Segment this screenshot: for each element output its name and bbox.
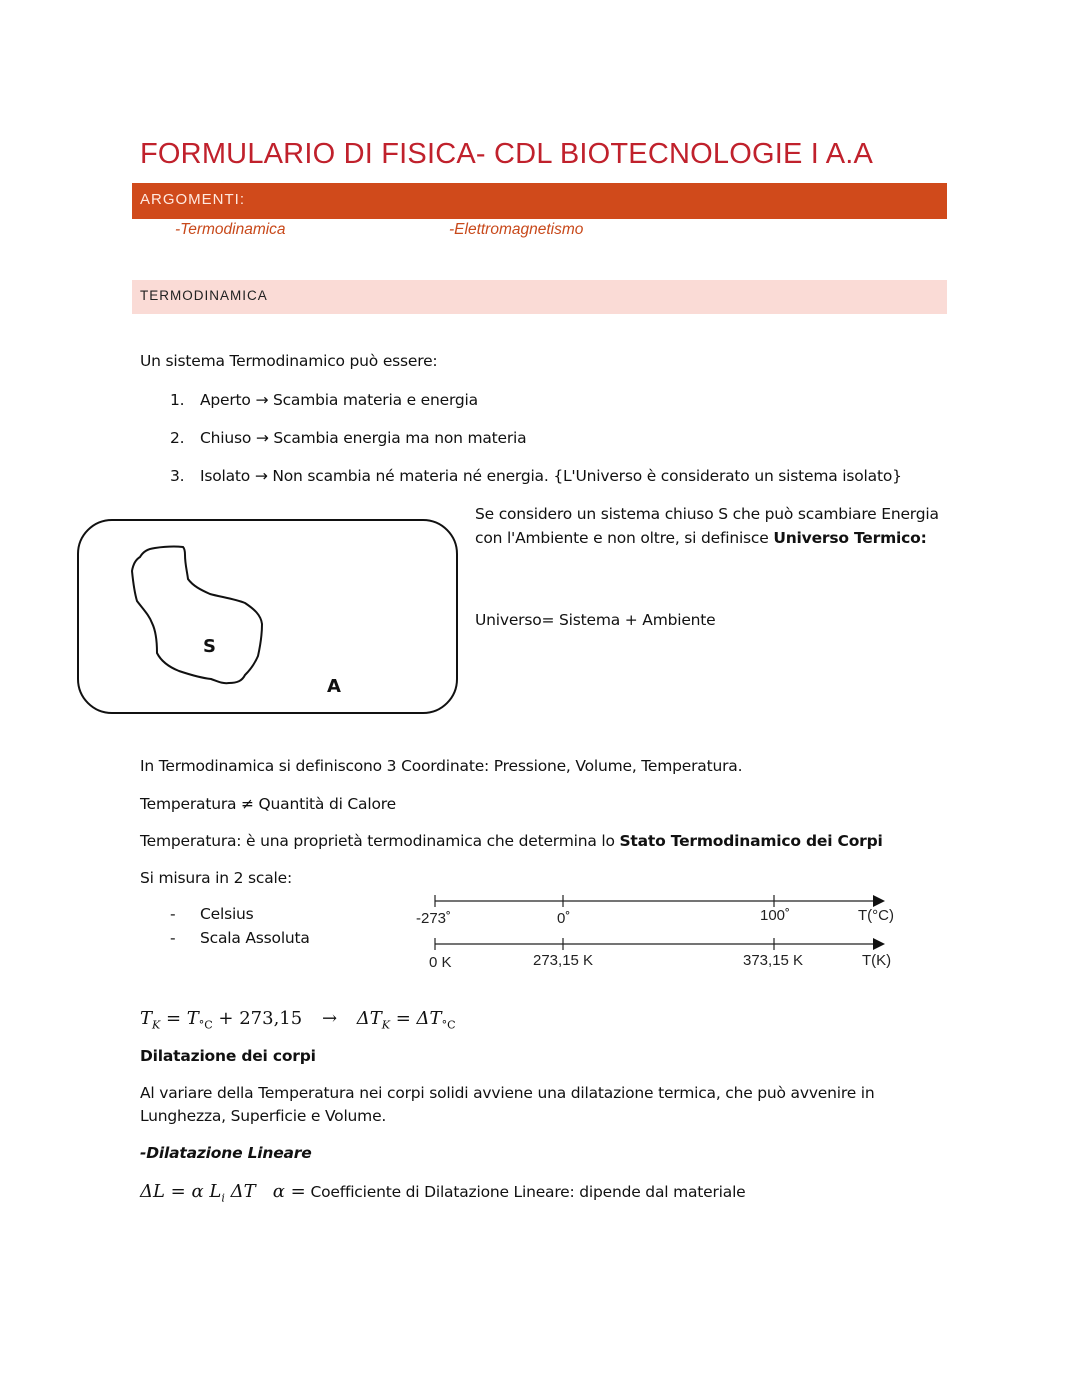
system-label: S: [203, 636, 216, 657]
scale-text: Scala Assoluta: [200, 929, 310, 947]
formula-sub: K: [152, 1018, 161, 1032]
formula-sub: i: [221, 1191, 225, 1205]
system-blob-icon: [132, 547, 262, 684]
dilatazione-body-line1: Al variare della Temperatura nei corpi solidi avviene una dilatazione termica, che può avvenire in: [140, 1084, 875, 1102]
list-text: Chiuso → Scambia energia ma non materia: [200, 429, 527, 447]
argomenti-label: ARGOMENTI:: [140, 191, 246, 208]
section-header-termodinamica: [132, 280, 947, 314]
celsius-tick: 100˚: [760, 907, 791, 924]
formula-part: T: [186, 1008, 199, 1029]
alpha-symbol: α =: [272, 1181, 306, 1202]
argomenti-header-bar: [132, 183, 947, 219]
celsius-unit: T(°C): [858, 907, 894, 924]
scale-item-absolute: [170, 929, 310, 947]
coordinates-text: In Termodinamica si definiscono 3 Coordinate: Pressione, Volume, Temperatura.: [140, 757, 743, 775]
dilatazione-body-line2: Lunghezza, Superficie e Volume.: [140, 1107, 387, 1125]
list-number: 2.: [170, 429, 185, 447]
kelvin-tick: 273,15 K: [533, 952, 594, 969]
list-text: Aperto → Scambia materia e energia: [200, 391, 478, 409]
arrow-icon: →: [321, 1008, 338, 1029]
formula-part: ΔT: [416, 1008, 442, 1029]
scales-intro: Si misura in 2 scale:: [140, 869, 292, 887]
universe-lead: Se considero un sistema chiuso S che può scambiare Energia con l'Ambiente e non oltre, si definisce: [475, 505, 939, 547]
system-environment-diagram: [77, 519, 458, 714]
temperature-scales-diagram: [405, 890, 915, 980]
formula-part: ΔL = α L: [140, 1181, 222, 1202]
kelvin-unit: T(K): [862, 952, 892, 969]
universe-bold: Universo Termico:: [773, 528, 927, 547]
formula-part: ΔT: [356, 1008, 382, 1029]
temperature-definition: [140, 832, 883, 850]
celsius-tick: 0˚: [557, 910, 571, 927]
dilatazione-heading: Dilatazione dei corpi: [140, 1047, 316, 1065]
formula-part: ΔT: [224, 1181, 256, 1202]
celsius-axis-arrow-icon: [873, 895, 885, 907]
formula-part: + 273,15: [212, 1008, 303, 1029]
section-label: TERMODINAMICA: [140, 288, 268, 303]
topic-elettromagnetismo: -Elettromagnetismo: [449, 221, 584, 238]
list-item: [170, 429, 526, 447]
list-number: 3.: [170, 467, 185, 485]
scale-text: Celsius: [200, 905, 254, 923]
scale-item-celsius: [170, 905, 254, 923]
dilatazione-lineare-subheading: -Dilatazione Lineare: [140, 1144, 312, 1162]
formula-sub: °C: [198, 1018, 213, 1032]
formula-sub: K: [381, 1018, 391, 1032]
system-intro: Un sistema Termodinamico può essere:: [140, 352, 438, 370]
list-item: [170, 391, 478, 409]
bullet: -: [170, 905, 176, 923]
universe-formula: Universo= Sistema + Ambiente: [475, 611, 716, 629]
celsius-tick: -273˚: [416, 910, 452, 927]
formula-sub: °C: [441, 1018, 456, 1032]
kelvin-tick: 373,15 K: [743, 952, 804, 969]
temp-def-lead: Temperatura: è una proprietà termodinamica che determina lo: [140, 832, 620, 850]
kelvin-tick: 0 K: [429, 954, 452, 971]
kelvin-conversion-formula: [140, 1008, 455, 1032]
document-title: FORMULARIO DI FISICA- CDL BIOTECNOLOGIE I A.A: [140, 138, 874, 170]
environment-box-icon: [77, 519, 458, 714]
formula-part: =: [390, 1008, 417, 1029]
formula-description: Coefficiente di Dilatazione Lineare: dipende dal materiale: [305, 1183, 746, 1201]
topic-termodinamica: -Termodinamica: [175, 221, 286, 238]
linear-expansion-formula: [140, 1181, 746, 1205]
bullet: -: [170, 929, 176, 947]
kelvin-axis-arrow-icon: [873, 938, 885, 950]
temp-not-heat: Temperatura ≠ Quantità di Calore: [140, 795, 396, 813]
list-text: Isolato → Non scambia né materia né energia. {L'Universo è considerato un sistema isolato}: [200, 467, 902, 485]
list-item: [170, 467, 902, 485]
list-number: 1.: [170, 391, 185, 409]
formula-part: =: [160, 1008, 187, 1029]
universe-definition: [475, 503, 945, 550]
environment-label: A: [327, 676, 341, 697]
temp-def-bold: Stato Termodinamico dei Corpi: [619, 832, 883, 850]
formula-part: T: [140, 1008, 153, 1029]
